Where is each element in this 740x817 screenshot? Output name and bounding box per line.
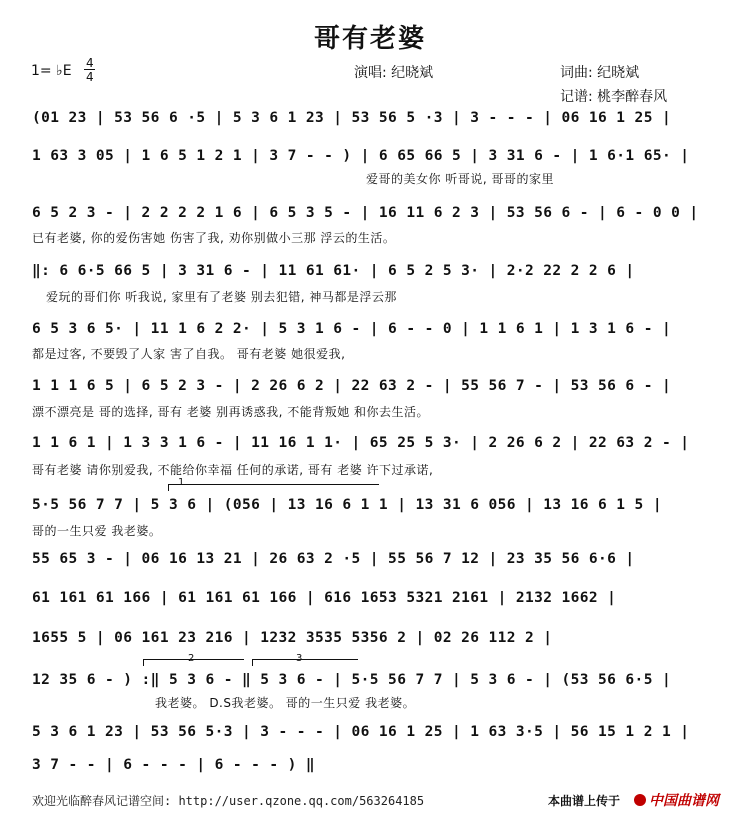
notation-row-12: 12 35 6 - ) :‖ 5 3 6 - ‖ 5 3 6 - | 5·5 56 7 7 | 5 3 6 - | (53 56 6·5 | [32,672,672,688]
composer-credit: 词曲: 纪晓斌 [560,65,640,81]
lyrics-row-4: 爱玩的哥们你 听我说, 家里有了老婆 别去犯错, 神马都是浮云那 [46,290,397,304]
lyrics-row-3: 已有老婆, 你的爱伤害她 伤害了我, 劝你别做小三那 浮云的生活。 [32,231,396,245]
notation-row-1: (01 23 | 53 56 6 ·5 | 5 3 6 1 23 | 53 56 5 ·3 | 3 - - - | 06 16 1 25 | [32,110,672,126]
volta-2-bracket [143,659,244,666]
notation-row-14: 3 7 - - | 6 - - - | 6 - - - ) ‖ [32,757,316,773]
notation-row-7: 1 1 6 1 | 1 3 3 1 6 - | 11 16 1 1· | 65 25 5 3· | 2 26 6 2 | 22 63 2 - | [32,435,690,451]
notation-row-11: 1655 5 | 06 161 23 216 | 1232 3535 5356 2 | 02 26 112 2 | [32,630,553,646]
lyrics-row-2: 爱哥的美女你 听哥说, 哥哥的家里 [366,172,554,186]
notation-row-6: 1 1 1 6 5 | 6 5 2 3 - | 2 26 6 2 | 22 63 2 - | 55 56 7 - | 53 56 6 - | [32,378,672,394]
lyrics-row-6: 漂不漂亮是 哥的选择, 哥有 老婆 别再诱惑我, 不能背叛她 和你去生活。 [32,405,430,419]
notation-row-2: 1 63 3 05 | 1 6 5 1 2 1 | 3 7 - - ) | 6 65 66 5 | 3 31 6 - | 1 6·1 65· | [32,148,690,164]
volta-1-label: 1 [178,477,185,488]
lyrics-row-5: 都是过客, 不要毁了人家 害了自我。 哥有老婆 她很爱我, [32,347,346,361]
notation-row-5: 6 5 3 6 5· | 11 1 6 2 2· | 5 3 1 6 - | 6 - - 0 | 1 1 6 1 | 1 3 1 6 - | [32,321,672,337]
logo-ball-icon [634,794,646,806]
transcriber-credit: 记谱: 桃李醉春风 [560,89,668,105]
volta-2-label: 2 [188,653,195,664]
time-signature-top: 4 [86,56,94,70]
notation-row-10: 61 161 61 166 | 61 161 61 166 | 616 1653 5321 2161 | 2132 1662 | [32,590,617,606]
notation-row-4: ‖: 6 6·5 66 5 | 3 31 6 - | 11 61 61· | 6 5 2 5 3· | 2·2 22 2 2 6 | [32,263,635,279]
notation-row-8: 5·5 56 7 7 | 5 3 6 | (056 | 13 16 6 1 1 | 13 31 6 056 | 13 16 6 1 5 | [32,497,662,513]
volta-1-bracket [168,484,379,491]
upload-source-text: 本曲谱上传于 [548,794,621,808]
volta-3-bracket [252,659,358,666]
volta-3-label: 3 [296,653,303,664]
notation-row-13: 5 3 6 1 23 | 53 56 5·3 | 3 - - - | 06 16 1 25 | 1 63 3·5 | 56 15 1 2 1 | [32,724,690,740]
logo-text: 中国曲谱网 [649,793,719,809]
notation-row-9: 55 65 3 - | 06 16 13 21 | 26 63 2 ·5 | 55 56 7 12 | 23 35 56 6·6 | [32,551,635,567]
time-signature-bar [84,69,95,70]
time-signature-bottom: 4 [86,70,94,84]
lyrics-row-8: 哥的一生只爱 我老婆。 [32,524,162,538]
site-logo[interactable] [634,790,719,810]
key-signature: 1= ♭E [31,63,72,79]
notation-row-3: 6 5 2 3 - | 2 2 2 2 1 6 | 6 5 3 5 - | 16 11 6 2 3 | 53 56 6 - | 6 - 0 0 | [32,205,699,221]
singer-credit: 演唱: 纪晓斌 [354,65,434,81]
transcriber-space-link[interactable]: 欢迎光临醉春风记谱空间: http://user.qzone.qq.com/563264185 [32,794,425,808]
lyrics-row-12: 我老婆。 D.S我老婆。 哥的一生只爱 我老婆。 [155,696,416,710]
lyrics-row-7: 哥有老婆 请你别爱我, 不能给你幸福 任何的承诺, 哥有 老婆 许下过承诺, [32,463,434,477]
song-title: 哥有老婆 [313,24,426,54]
